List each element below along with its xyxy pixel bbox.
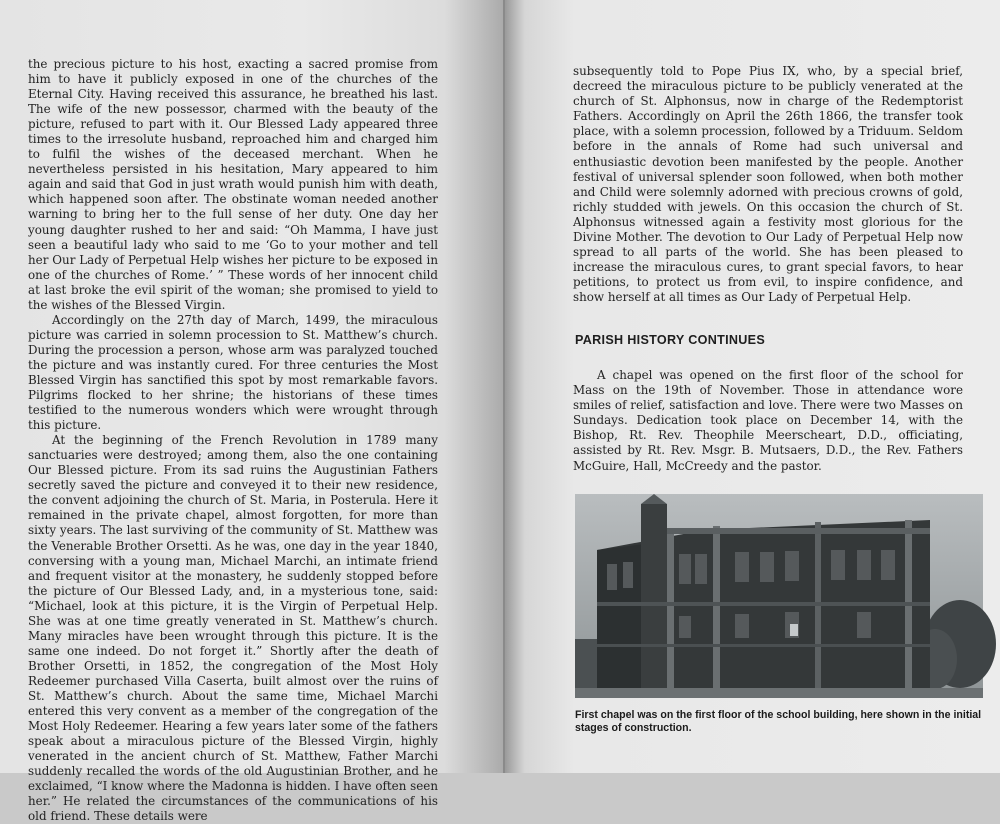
photo-caption: First chapel was on the first floor of the school building, here shown in the initial stages of construction.: [575, 709, 982, 734]
left-paragraph-2: Accordingly on the 27th day of March, 1499, the miraculous picture was carried in solemn procession to St. Matthew’s church. During the procession a person, whose arm was paralyzed touched the picture and was instantly cured. For three centuries the Most Blessed Virgin has sanctified this spot by most remarkable favors. Pilgrims flocked to her shrine; the historians of these times testified to the numerous wonders which were wrought through this picture.: [28, 312, 438, 433]
parish-history-text: [573, 368, 963, 474]
parish-paragraph: A chapel was opened on the first floor of the school for Mass on the 19th of November. Those in attendance wore smiles of relief, satisfaction and love. There were two Masses on Sundays. Dedication took place on December 14, with the Bishop, Rt. Rev. Theophile Meerscheart, D.D., officiating, assisted by Rt. Rev. Msgr. B. Mutsaers, D.D., the Rev. Fathers McGuire, Hall, McCreedy and the pastor.: [573, 368, 963, 473]
section-heading: PARISH HISTORY CONTINUES: [575, 333, 766, 347]
school-building-photo: [575, 494, 983, 698]
right-page: [505, 0, 1000, 773]
left-paragraph-1: the precious picture to his host, exacting a sacred promise from him to have it publicly exposed in one of the churches of the Eternal City. Having received this assurance, he breathed his last. The wife of the new possessor, charmed with the beauty of the picture, refused to part with it. Our Blessed Lady appeared three times to the irresolute husband, reproached him and charged him to fulfil the wishes of the deceased merchant. When he nevertheless persisted in his hesitation, Mary appeared to him again and said that God in just wrath would punish him with death, which happened soon after. The obstinate woman needed another warning to bring her to the full sense of her duty. One day her young daughter rushed to her and said: “Oh Mamma, I have just seen a beautiful lady who said to me ‘Go to your mother and tell her Our Lady of Perpetual Help wishes her picture to be exposed in one of the churches of Rome.’ ” These words of her innocent child at last broke the evil spirit of the woman; she promised to yield to the wishes of the Blessed Virgin.: [28, 57, 438, 312]
school-building-illustration: [575, 494, 983, 698]
right-paragraph-1: subsequently told to Pope Pius IX, who, by a special brief, decreed the miraculous picture to be publicly venerated at the church of St. Alphonsus, now in charge of the Redemptorist Fathers. Accordingly on April the 26th 1866, the transfer took place, with a solemn procession, followed by a Triduum. Seldom before in the annals of Rome had such universal and enthusiastic devotion been manifested by the people. Another festival of universal splender soon followed, when both mother and Child were solemnly adorned with precious crowns of gold, richly studded with jewels. On this occasion the church of St. Alphonsus witnessed again a festivity most glorious for the Divine Mother. The devotion to Our Lady of Perpetual Help now spread to all parts of the world. She has been pleased to increase the miraculous cures, to grant special favors, to hear petitions, to protect us from evil, to inspire confidence, and show herself at all times as Our Lady of Perpetual Help.: [573, 64, 963, 305]
left-paragraph-3: At the beginning of the French Revolution in 1789 many sanctuaries were destroyed; among them, also the one containing Our Blessed picture. From its sad ruins the Augustinian Fathers secretly saved the picture and conveyed it to their new residence, the convent adjoining the church of St. Maria, in Posterula. Here it remained in the private chapel, almost forgotten, for more than sixty years. The last surviving of the community of St. Matthew was the Venerable Brother Orsetti. As he was, one day in the year 1840, conversing with a young man, Michael Marchi, an intimate friend and frequent visitor at the monastery, he suddenly stopped before the picture of Our Blessed Lady, and, in a mysterious tone, said: “Michael, look at this picture, it is the Virgin of Perpetual Help. She was at one time greatly venerated in St. Matthew’s church. Many miracles have been wrought through this picture. It is the same one indeed. Do not forget it.” Shortly after the death of Brother Orsetti, in 1852, the congregation of the Most Holy Redeemer purchased Villa Caserta, built almost over the ruins of St. Matthew’s church. About the same time, Michael Marchi entered this very convent as a member of the congregation of the Most Holy Redeemer. Hearing a few years later some of the fathers speak about a miraculous picture of the Blessed Virgin, highly venerated in the ancient church of St. Matthew, Father Marchi suddenly recalled the words of the old Augustinian Brother, and he exclaimed, “I know where the Madonna is hidden. I have often seen her.” He related the circumstances of the communications of his old friend. These details were: [28, 433, 438, 824]
left-page-text: [28, 57, 438, 824]
right-page-continuation: [573, 64, 963, 306]
